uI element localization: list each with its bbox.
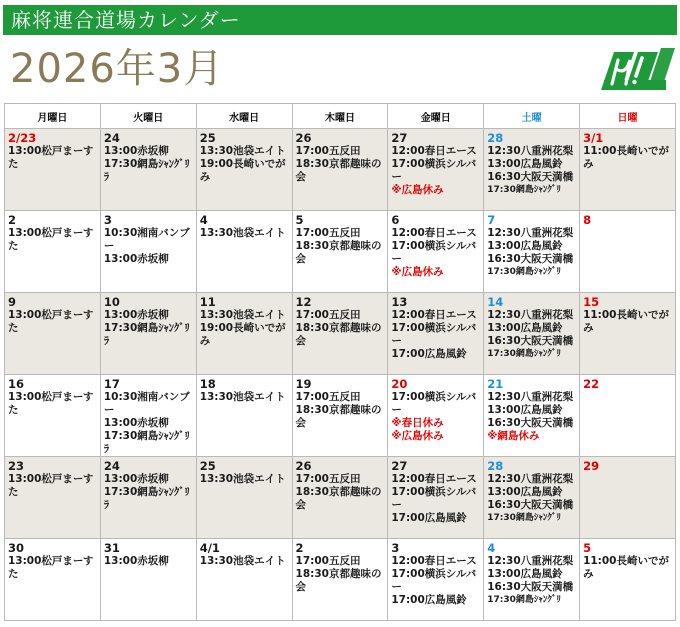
day-cell [580,211,676,293]
event-item: 13:00松戸まーすた [8,391,94,416]
week-row [5,375,676,457]
day-number: 24 [103,131,120,145]
day-number: 25 [199,459,216,473]
month-title: 2026年3月 [10,46,225,92]
event-item: 17:00横浜シルバー [391,240,477,265]
event-item: 18:30京都趣味の会 [295,158,382,183]
day-cell [484,129,580,211]
event-item: 17:30網島ｼｬﾝｸﾞﾘﾗ [103,158,190,183]
closure-note: ※広島休み [391,266,444,278]
day-cell [292,375,388,457]
event-item: 13:00松戸まーすた [8,227,94,252]
day-number: 4/1 [199,541,220,555]
day-cell [100,539,196,621]
day-cell [388,375,484,457]
weekday-header: 水曜日 [196,104,292,129]
event-item: 13:00赤坂柳 [103,473,169,485]
event-item: 13:00広島風鈴 [487,486,563,498]
day-number: 4 [199,213,208,227]
day-number: 16 [8,377,25,391]
event-item: 17:30網島ｼｬﾝｸﾞﾘ [487,267,561,277]
day-number: 26 [295,459,312,473]
day-number: 17 [103,377,120,391]
day-number: 27 [391,459,408,473]
event-item: 12:30八重洲花梨 [487,391,574,403]
day-cell [5,211,101,293]
event-item: 17:00五反田 [295,145,361,157]
event-item: 13:00広島風鈴 [487,322,563,334]
day-cell [100,129,196,211]
day-number: 9 [8,295,17,309]
day-cell [580,539,676,621]
day-cell [100,211,196,293]
header-banner [3,5,677,35]
day-number: 5 [583,541,592,555]
event-item: 16:30大阪天満橋 [487,499,574,511]
day-cell [484,211,580,293]
event-item: 13:30池袋エイト [199,227,286,239]
event-item: 17:00横浜シルバー [391,391,477,416]
day-number: 11 [199,295,216,309]
day-cell [388,211,484,293]
event-item: 16:30大阪天満橋 [487,581,574,593]
day-number: 6 [391,213,400,227]
event-item: 18:30京都趣味の会 [295,240,382,265]
logo-mu-icon [596,40,676,100]
weekday-header: 金曜日 [388,104,484,129]
day-number: 3 [391,541,400,555]
day-cell [100,293,196,375]
event-item: 17:00横浜シルバー [391,486,477,511]
event-item: 17:00広島風鈴 [391,348,467,360]
day-number: 14 [487,295,504,309]
closure-note: ※広島休み [391,184,444,196]
event-item: 13:00松戸まーすた [8,145,94,170]
event-item: 17:00五反田 [295,309,361,321]
event-item: 13:00松戸まーすた [8,555,94,580]
day-cell [292,457,388,539]
day-number: 21 [487,377,504,391]
day-cell [5,375,101,457]
day-number: 18 [199,377,216,391]
event-item: 13:30池袋エイト [199,145,286,157]
day-number: 2/23 [8,131,37,145]
event-item: 17:00五反田 [295,227,361,239]
event-item: 11:00長崎いでがみ [583,555,669,580]
event-item: 19:00長崎いでがみ [199,158,286,183]
event-item: 11:00長崎いでがみ [583,145,669,170]
day-cell [388,457,484,539]
day-number: 25 [199,131,216,145]
day-cell [388,129,484,211]
event-item: 17:30網島ｼｬﾝｸﾞﾘ [487,185,561,195]
week-row [5,457,676,539]
weekday-header: 月曜日 [5,104,101,129]
day-cell [388,539,484,621]
event-item: 12:00春日エース [391,473,477,485]
weekday-header-sunday: 日曜 [580,104,676,129]
event-item: 12:30八重洲花梨 [487,309,574,321]
day-cell [292,293,388,375]
weekday-header: 木曜日 [292,104,388,129]
day-cell [484,375,580,457]
event-item: 17:00五反田 [295,391,361,403]
day-number: 19 [295,377,312,391]
day-number: 12 [295,295,312,309]
event-item: 13:00広島風鈴 [487,404,563,416]
day-number: 28 [487,131,504,145]
day-number: 2 [295,541,304,555]
week-row [5,293,676,375]
event-item: 17:30網島ｼｬﾝｸﾞﾘ [487,513,561,523]
event-item: 13:00赤坂柳 [103,555,169,567]
day-number: 10 [103,295,120,309]
event-item: 12:30八重洲花梨 [487,473,574,485]
day-number: 20 [391,377,408,391]
event-item: 17:00横浜シルバー [391,322,477,347]
event-item: 13:30池袋エイト [199,555,286,567]
banner-title: 麻将連合道場カレンダー [11,8,241,32]
event-item: 16:30大阪天満橋 [487,335,574,347]
calendar-table [4,103,676,621]
event-item: 12:00春日エース [391,555,477,567]
week-row [5,539,676,621]
day-cell [292,129,388,211]
event-item: 16:30大阪天満橋 [487,171,574,183]
week-row [5,129,676,211]
closure-note: ※春日休み [391,417,444,429]
event-item: 13:00赤坂柳 [103,253,169,265]
event-item: 17:00広島風鈴 [391,594,467,606]
event-item: 18:30京都趣味の会 [295,486,382,511]
day-number: 3 [103,213,112,227]
event-item: 17:30網島ｼｬﾝｸﾞﾘ [487,595,561,605]
day-number: 7 [487,213,496,227]
event-item: 13:00広島風鈴 [487,568,563,580]
event-item: 18:30京都趣味の会 [295,404,382,429]
day-cell [388,293,484,375]
event-item: 12:30八重洲花梨 [487,555,574,567]
event-item: 17:00五反田 [295,555,361,567]
day-cell [5,539,101,621]
event-item: 17:00五反田 [295,473,361,485]
day-number: 26 [295,131,312,145]
day-number: 31 [103,541,120,555]
day-cell [100,375,196,457]
day-number: 27 [391,131,408,145]
day-number: 3/1 [583,131,604,145]
weekday-header: 火曜日 [100,104,196,129]
day-number: 28 [487,459,504,473]
event-item: 12:00春日エース [391,145,477,157]
week-row [5,211,676,293]
day-number: 30 [8,541,25,555]
event-item: 13:00赤坂柳 [103,309,169,321]
day-cell [196,457,292,539]
day-cell [5,293,101,375]
event-item: 17:00横浜シルバー [391,568,477,593]
event-item: 12:30八重洲花梨 [487,227,574,239]
event-item: 13:00松戸まーすた [8,473,94,498]
day-cell [196,375,292,457]
event-item: 11:00長崎いでがみ [583,309,669,334]
event-item: 10:30湘南バンブー [103,227,190,252]
event-item: 12:30八重洲花梨 [487,145,574,157]
event-item: 13:00赤坂柳 [103,417,169,429]
event-item: 12:00春日エース [391,227,477,239]
day-number: 2 [8,213,17,227]
event-item: 10:30湘南バンブー [103,391,190,416]
event-item: 17:30網島ｼｬﾝｸﾞﾘ [487,349,561,359]
day-cell [292,539,388,621]
day-cell [484,293,580,375]
day-cell [196,211,292,293]
event-item: 13:00赤坂柳 [103,145,169,157]
weekday-header-saturday: 土曜 [484,104,580,129]
closure-note: ※広島休み [391,430,444,442]
day-cell [5,457,101,539]
day-cell [580,293,676,375]
event-item: 17:30網島ｼｬﾝｸﾞﾘﾗ [103,322,190,347]
day-cell [196,293,292,375]
event-item: 17:30網島ｼｬﾝｸﾞﾘﾗ [103,430,190,455]
day-number: 13 [391,295,408,309]
day-cell [580,129,676,211]
day-number: 5 [295,213,304,227]
day-number: 23 [8,459,25,473]
day-cell [292,211,388,293]
day-cell [5,129,101,211]
event-item: 17:30網島ｼｬﾝｸﾞﾘﾗ [103,486,190,511]
day-cell [196,539,292,621]
day-number: 24 [103,459,120,473]
event-item: 16:30大阪天満橋 [487,253,574,265]
day-cell [484,539,580,621]
day-cell [100,457,196,539]
event-item: 12:00春日エース [391,309,477,321]
day-number: 22 [583,377,600,391]
event-item: 17:00横浜シルバー [391,158,477,183]
day-number: 15 [583,295,600,309]
event-item: 18:30京都趣味の会 [295,322,382,347]
day-number: 29 [583,459,600,473]
day-cell [580,457,676,539]
event-item: 18:30京都趣味の会 [295,568,382,593]
event-item: 19:00長崎いでがみ [199,322,286,347]
event-item: 16:30大阪天満橋 [487,417,574,429]
event-item: 13:30池袋エイト [199,309,286,321]
event-item: 13:30池袋エイト [199,391,286,403]
calendar-body [5,129,676,621]
event-item: 13:00広島風鈴 [487,158,563,170]
event-item: 17:00広島風鈴 [391,512,467,524]
day-number: 4 [487,541,496,555]
weekday-header-row [5,104,676,129]
event-item: 13:00広島風鈴 [487,240,563,252]
day-cell [196,129,292,211]
event-item: 13:00松戸まーすた [8,309,94,334]
day-number: 8 [583,213,592,227]
event-item: 13:30池袋エイト [199,473,286,485]
day-cell [580,375,676,457]
closure-note: ※網島休み [487,430,540,442]
day-cell [484,457,580,539]
